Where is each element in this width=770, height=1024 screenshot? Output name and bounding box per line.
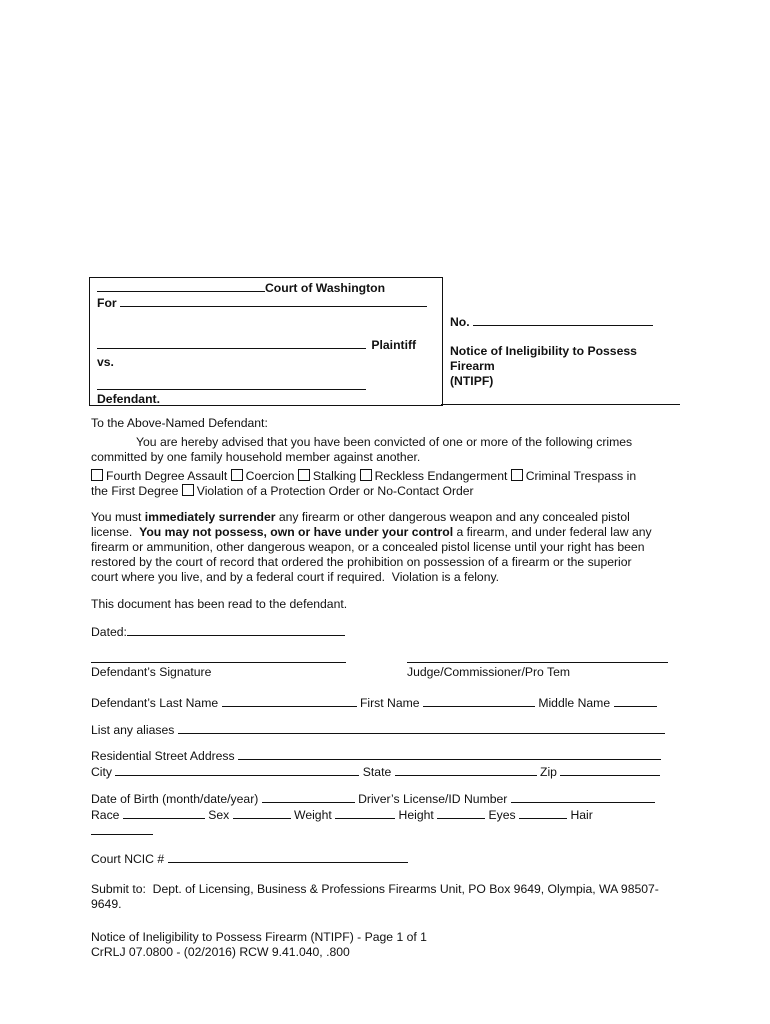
physical-description-row — [91, 807, 671, 823]
eyes-field[interactable] — [519, 807, 567, 819]
aliases-row — [91, 722, 665, 738]
hair-field[interactable] — [91, 834, 153, 835]
street-address-label: Residential Street Address — [91, 749, 235, 763]
submit-instructions — [91, 882, 659, 912]
advised-line-1: You are hereby advised that you have been convicted of one or more of the following crimes — [136, 435, 633, 449]
footer-line-2: CrRLJ 07.0800 - (02/2016) RCW 9.41.040, .800 — [91, 945, 350, 959]
footer-line-1: Notice of Ineligibility to Possess Firearm (NTIPF) - Page 1 of 1 — [91, 930, 427, 944]
document-title — [450, 344, 637, 389]
aliases-label: List any aliases — [91, 723, 175, 737]
height-field[interactable] — [437, 807, 485, 819]
criminal-trespass-checkbox[interactable] — [511, 469, 523, 481]
first-name-field[interactable] — [423, 695, 535, 707]
dated-field[interactable] — [127, 624, 345, 636]
plaintiff-row — [97, 337, 416, 352]
first-name-label: First Name — [359, 696, 420, 710]
state-label: State — [362, 765, 392, 779]
notice-line-5: court where you live, and by a federal court if required. Violation is a felony. — [91, 570, 500, 584]
notice-emphasis: You may not possess, own or have under your control — [139, 525, 454, 539]
height-label: Height — [398, 808, 434, 822]
coercion-checkbox[interactable] — [231, 469, 243, 481]
reckless-endangerment-label: Reckless Endangerment — [374, 469, 508, 483]
violation-protection-order-checkbox[interactable] — [182, 484, 194, 496]
last-name-field[interactable] — [222, 695, 357, 707]
notice-text: any firearm or other dangerous weapon and any concealed pistol — [275, 510, 630, 524]
notice-line-3: firearm or ammunition, other dangerous weapon, or a concealed pistol license until your right has been — [91, 540, 645, 554]
address-row — [91, 748, 661, 764]
for-field[interactable] — [120, 295, 427, 307]
judge-signature-label: Judge/Commissioner/Pro Tem — [407, 665, 571, 679]
reckless-endangerment-checkbox[interactable] — [360, 469, 372, 481]
title-line-1: Notice of Ineligibility to Possess — [450, 344, 637, 358]
title-line-3: (NTIPF) — [450, 374, 494, 388]
submit-line-1: Submit to: Dept. of Licensing, Business & Professions Firearms Unit, PO Box 9649, Olympia, WA 98507- — [91, 882, 659, 896]
coercion-label: Coercion — [245, 469, 295, 483]
aliases-field[interactable] — [178, 722, 665, 734]
race-label: Race — [91, 808, 120, 822]
notice-text: a firearm, and under federal law any — [453, 525, 652, 539]
race-field[interactable] — [123, 807, 205, 819]
defendant-name-field[interactable] — [97, 389, 366, 390]
hair-label: Hair — [570, 808, 593, 822]
court-name-field[interactable] — [97, 280, 265, 292]
submit-line-2: 9649. — [91, 897, 122, 911]
fourth-degree-assault-checkbox[interactable] — [91, 469, 103, 481]
for-row — [97, 295, 427, 310]
sex-label: Sex — [208, 808, 230, 822]
middle-name-field[interactable] — [614, 695, 657, 707]
read-statement: This document has been read to the defendant. — [91, 597, 348, 611]
weight-field[interactable] — [335, 807, 395, 819]
fourth-degree-assault-label: Fourth Degree Assault — [106, 469, 228, 483]
stalking-label: Stalking — [312, 469, 357, 483]
dob-label: Date of Birth (month/date/year) — [91, 792, 259, 806]
name-row — [91, 695, 657, 711]
zip-label: Zip — [540, 765, 557, 779]
vs-label: vs. — [97, 355, 114, 369]
dated-row — [91, 624, 345, 640]
surrender-notice — [91, 510, 652, 585]
city-field[interactable] — [115, 764, 359, 776]
violation-protection-order-label: Violation of a Protection Order or No-Contact Order — [196, 484, 474, 498]
notice-emphasis: immediately surrender — [144, 510, 276, 524]
ncic-field[interactable] — [168, 851, 408, 863]
stalking-checkbox[interactable] — [298, 469, 310, 481]
judge-signature-line[interactable] — [407, 662, 668, 663]
form-footer — [91, 930, 427, 960]
notice-line-2 — [91, 525, 652, 540]
for-label: For — [97, 296, 117, 310]
criminal-trespass-label: Criminal Trespass in — [525, 469, 637, 483]
defendant-label: Defendant. — [97, 392, 160, 406]
state-field[interactable] — [395, 764, 537, 776]
weight-label: Weight — [294, 808, 332, 822]
license-field[interactable] — [511, 791, 655, 803]
caption-bottom-rule — [441, 404, 680, 405]
notice-line-4: restored by the court of record that ordered the prohibition on possession of a firearm or the superior — [91, 555, 632, 569]
crimes-line-2 — [91, 484, 636, 499]
dob-license-row — [91, 791, 655, 807]
plaintiff-label: Plaintiff — [371, 338, 417, 352]
case-number-field[interactable] — [473, 314, 653, 326]
notice-text: You must — [91, 510, 145, 524]
ncic-row — [91, 851, 408, 867]
court-suffix-label: Court of Washington — [265, 281, 386, 295]
defendant-signature-line[interactable] — [91, 662, 346, 663]
ncic-label: Court NCIC # — [91, 852, 165, 866]
last-name-label: Defendant’s Last Name — [91, 696, 219, 710]
zip-field[interactable] — [560, 764, 660, 776]
middle-name-label: Middle Name — [538, 696, 611, 710]
sex-field[interactable] — [233, 807, 291, 819]
salutation: To the Above-Named Defendant: — [91, 416, 268, 430]
advised-paragraph — [91, 435, 632, 465]
eyes-label: Eyes — [488, 808, 516, 822]
dob-field[interactable] — [262, 791, 355, 803]
court-name-row — [97, 280, 385, 295]
crimes-checklist — [91, 469, 636, 499]
city-state-zip-row — [91, 764, 660, 780]
crimes-line-1 — [91, 469, 636, 484]
plaintiff-field[interactable] — [97, 337, 366, 349]
case-number-label: No. — [450, 315, 470, 329]
case-number-row — [450, 314, 653, 329]
defendant-signature-label: Defendant’s Signature — [91, 665, 212, 679]
advised-line-2: committed by one family household member against another. — [91, 450, 421, 464]
criminal-trespass-label-cont: the First Degree — [91, 484, 179, 498]
notice-line-1 — [91, 510, 652, 525]
street-address-field[interactable] — [238, 748, 661, 760]
license-label: Driver’s License/ID Number — [358, 792, 508, 806]
title-line-2: Firearm — [450, 359, 495, 373]
city-label: City — [91, 765, 112, 779]
dated-label: Dated: — [91, 625, 127, 639]
notice-text: license. — [91, 525, 140, 539]
